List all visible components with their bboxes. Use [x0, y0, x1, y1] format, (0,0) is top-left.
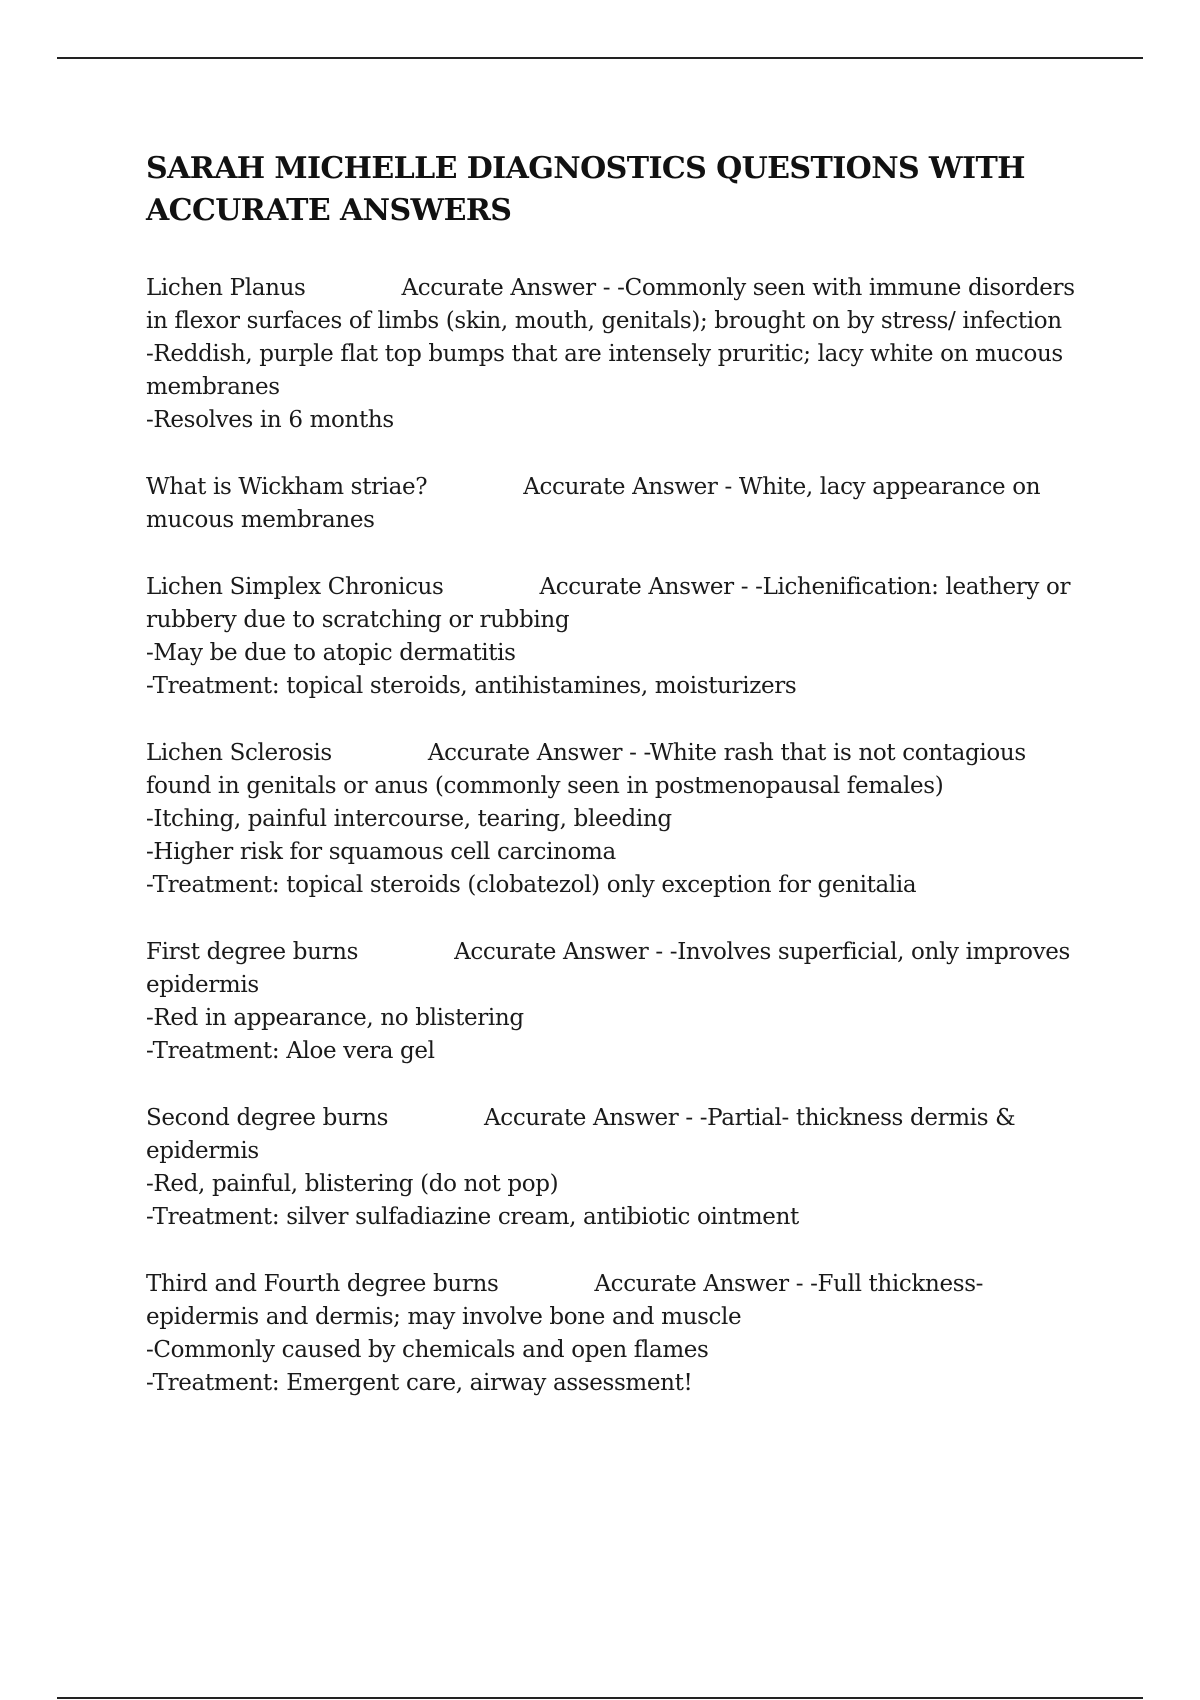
qa-entry-wickham-striae — [146, 471, 1096, 537]
qa-answer: Accurate Answer - -Partial- thickness dermis & epidermis — [146, 1105, 1016, 1164]
qa-answer: Accurate Answer - -White rash that is not contagious found in genitals or anus (commonly seen in postmenopausal females) — [146, 740, 1026, 799]
qa-list — [146, 272, 1096, 1400]
qa-answer: Accurate Answer - -Involves superficial, only improves epidermis — [146, 939, 1070, 998]
bottom-rule — [57, 1697, 1143, 1699]
qa-entry-lichen-planus — [146, 272, 1096, 437]
qa-entry-main — [146, 1268, 1096, 1334]
qa-detail: -Red, painful, blistering (do not pop) — [146, 1171, 559, 1197]
qa-detail: -Treatment: Emergent care, airway assessment! — [146, 1370, 693, 1396]
qa-term: Third and Fourth degree burns — [146, 1271, 499, 1297]
qa-detail: -Reddish, purple flat top bumps that are intensely pruritic; lacy white on mucous membranes — [146, 341, 1063, 400]
document-title-line-1: SARAH MICHELLE DIAGNOSTICS QUESTIONS WITH — [146, 151, 1025, 186]
qa-term: Lichen Sclerosis — [146, 740, 332, 766]
qa-detail: -Resolves in 6 months — [146, 407, 394, 433]
qa-term: Lichen Planus — [146, 275, 306, 301]
qa-term: What is Wickham striae? — [146, 474, 428, 500]
qa-entry-third-fourth-degree-burns — [146, 1268, 1096, 1400]
qa-entry-lichen-simplex-chronicus — [146, 571, 1096, 703]
qa-answer: Accurate Answer - White, lacy appearance on mucous membranes — [146, 474, 1041, 533]
qa-detail: -Commonly caused by chemicals and open flames — [146, 1337, 709, 1363]
qa-detail: -Treatment: silver sulfadiazine cream, antibiotic ointment — [146, 1204, 799, 1230]
document-body — [146, 148, 1096, 1434]
document-title — [146, 148, 1096, 232]
document-title-line-2: ACCURATE ANSWERS — [146, 193, 512, 228]
qa-answer: Accurate Answer - -Commonly seen with immune disorders in flexor surfaces of limbs (skin, mouth, genitals); brought on by stress/ infection — [146, 275, 1075, 334]
qa-term: First degree burns — [146, 939, 359, 965]
qa-entry-lichen-sclerosis — [146, 737, 1096, 902]
qa-detail: -Treatment: topical steroids, antihistamines, moisturizers — [146, 673, 797, 699]
qa-detail: -Red in appearance, no blistering — [146, 1005, 524, 1031]
qa-detail: -Treatment: Aloe vera gel — [146, 1038, 435, 1064]
qa-detail: -May be due to atopic dermatitis — [146, 640, 516, 666]
qa-term: Second degree burns — [146, 1105, 389, 1131]
qa-entry-main — [146, 272, 1096, 338]
top-rule — [57, 57, 1143, 59]
qa-entry-main — [146, 471, 1096, 537]
qa-term: Lichen Simplex Chronicus — [146, 574, 444, 600]
qa-entry-main — [146, 571, 1096, 637]
qa-detail: -Treatment: topical steroids (clobatezol) only exception for genitalia — [146, 872, 917, 898]
qa-detail: -Itching, painful intercourse, tearing, bleeding — [146, 806, 672, 832]
qa-entry-main — [146, 1102, 1096, 1168]
qa-entry-first-degree-burns — [146, 936, 1096, 1068]
qa-entry-main — [146, 936, 1096, 1002]
qa-answer: Accurate Answer - -Full thickness- epidermis and dermis; may involve bone and muscle — [146, 1271, 984, 1330]
qa-detail: -Higher risk for squamous cell carcinoma — [146, 839, 616, 865]
qa-entry-second-degree-burns — [146, 1102, 1096, 1234]
qa-answer: Accurate Answer - -Lichenification: leathery or rubbery due to scratching or rubbing — [146, 574, 1071, 633]
qa-entry-main — [146, 737, 1096, 803]
